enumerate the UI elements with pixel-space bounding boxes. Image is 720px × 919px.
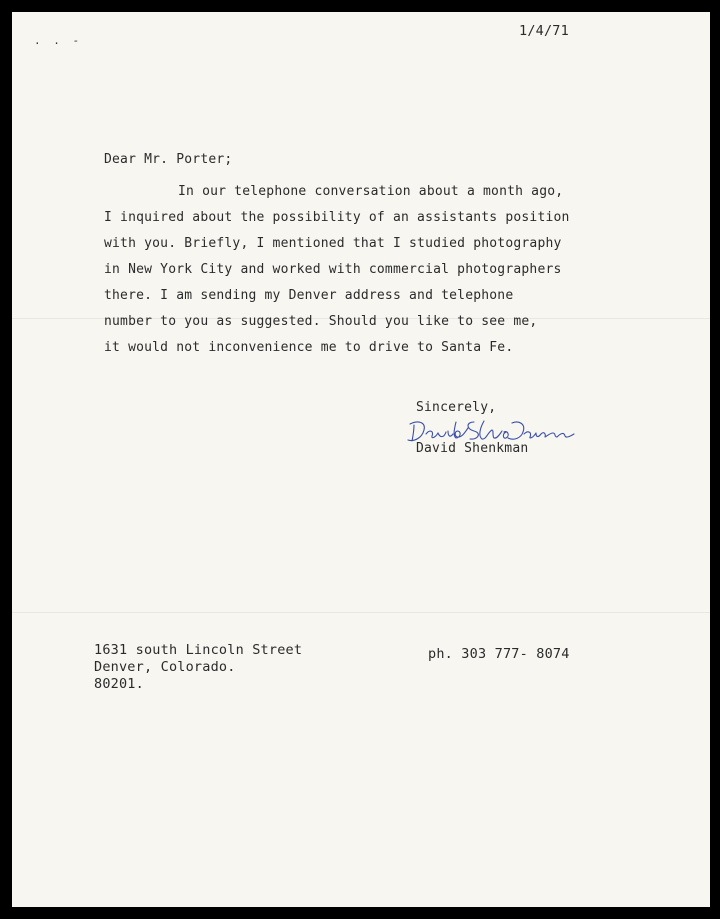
typed-signer-name: David Shenkman [416, 441, 529, 456]
address-line: 80201. [94, 676, 144, 692]
salutation: Dear Mr. Porter; [104, 152, 233, 167]
body-line: In our telephone conversation about a month ago, [178, 184, 564, 199]
body-line: it would not inconvenience me to drive to Santa Fe. [104, 340, 514, 355]
margin-marks: . . - [34, 34, 83, 47]
body-line: I inquired about the possibility of an assistants position [104, 210, 570, 225]
closing: Sincerely, [416, 400, 497, 415]
body-line: in New York City and worked with commercial photographers [104, 262, 562, 277]
address-line: Denver, Colorado. [94, 659, 236, 675]
fold-line [12, 612, 710, 613]
letter-date: 1/4/71 [519, 23, 569, 39]
address-line: 1631 south Lincoln Street [94, 642, 303, 658]
body-line: there. I am sending my Denver address and telephone [104, 288, 514, 303]
phone-number: ph. 303 777- 8074 [428, 646, 570, 662]
letter-page [12, 12, 710, 907]
body-line: with you. Briefly, I mentioned that I studied photography [104, 236, 562, 251]
body-line: number to you as suggested. Should you like to see me, [104, 314, 538, 329]
